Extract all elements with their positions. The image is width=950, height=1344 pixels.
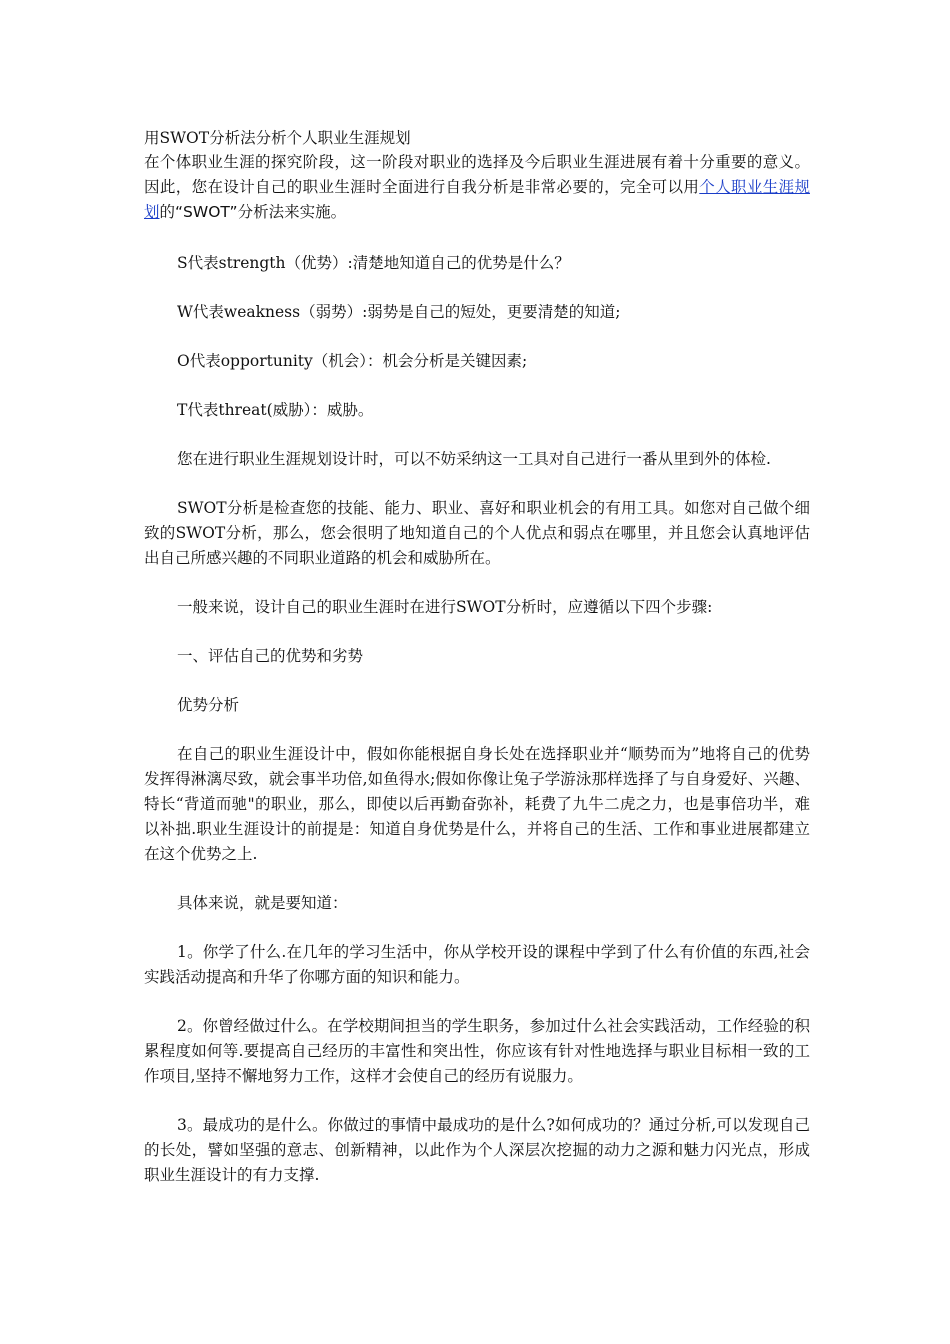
swot-strength: S代表strength（优势）:清楚地知道自己的优势是什么？ bbox=[177, 254, 570, 272]
list-item-1: 1。你学了什么.在几年的学习生活中，你从学校开设的课程中学到了什么有价值的东西,社会实践活动提高和升华了你哪方面的知识和能力。 bbox=[144, 943, 810, 986]
intro-text: 在个体职业生涯的探究阶段，这一阶段对职业的选择及今后职业生涯进展有着十分重要的意义。因此，您在设计自己的职业生涯时全面进行自我分析是非常必要的，完全可以用 bbox=[144, 153, 810, 196]
intro-text-2: 的 bbox=[159, 203, 176, 221]
swot-opportunity: O代表opportunity（机会）：机会分析是关键因素; bbox=[177, 352, 528, 370]
intro-text-3: 分析法来实施。 bbox=[237, 203, 347, 221]
paragraph-four-steps: 一般来说，设计自己的职业生涯时在进行SWOT分析时，应遵循以下四个步骤: bbox=[177, 598, 713, 616]
list-item-3: 3。最成功的是什么。你做过的事情中最成功的是什么?如何成功的？通过分析,可以发现自己的长处，譬如坚强的意志、创新精神，以此作为个人深层次挖掘的动力之源和魅力闪光点，形成职业生涯设计的有力支撑. bbox=[144, 1116, 810, 1184]
paragraph-specifically: 具体来说，就是要知道： bbox=[177, 894, 348, 912]
subheading-strength-analysis: 优势分析 bbox=[177, 696, 240, 714]
swot-quoted: “SWOT” bbox=[175, 203, 238, 221]
document-body bbox=[144, 126, 810, 1188]
paragraph-swot-tool: SWOT分析是检查您的技能、能力、职业、喜好和职业机会的有用工具。如您对自己做个细致的SWOT分析，那么，您会很明了地知道自己的个人优点和弱点在哪里，并且您会认真地评估出自己所感兴趣的不同职业道路的机会和威胁所在。 bbox=[144, 499, 810, 567]
intro-paragraph bbox=[144, 150, 810, 225]
swot-threat: T代表threat(威胁）：威胁。 bbox=[177, 401, 374, 419]
paragraph-strength-analysis: 在自己的职业生涯设计中，假如你能根据自身长处在选择职业并“顺势而为”地将自己的优势发挥得淋漓尽致，就会事半功倍,如鱼得水;假如你像让兔子学游泳那样选择了与自身爱好、兴趣、特长“背道而驰"的职业，那么，即使以后再勤奋弥补，耗费了九牛二虎之力，也是事倍功半，难以补拙.职业生涯设计的前提是：知道自身优势是什么，并将自己的生活、工作和事业进展都建立在这个优势之上. bbox=[144, 745, 810, 863]
swot-weakness: W代表weakness（弱势）:弱势是自己的短处，更要清楚的知道; bbox=[177, 303, 621, 321]
document-title: 用SWOT分析法分析个人职业生涯规划 bbox=[144, 129, 411, 147]
paragraph-checkup: 您在进行职业生涯规划设计时，可以不妨采纳这一工具对自己进行一番从里到外的体检. bbox=[177, 450, 771, 468]
list-item-2: 2。你曾经做过什么。在学校期间担当的学生职务，参加过什么社会实践活动，工作经验的积累程度如何等.要提高自己经历的丰富性和突出性，你应该有针对性地选择与职业目标相一致的工作项目,坚持不懈地努力工作，这样才会使自己的经历有说服力。 bbox=[144, 1017, 810, 1085]
section-heading-step-one: 一、评估自己的优势和劣势 bbox=[177, 647, 364, 665]
career-planning-link[interactable]: 个人职业生涯规划 bbox=[144, 178, 810, 221]
